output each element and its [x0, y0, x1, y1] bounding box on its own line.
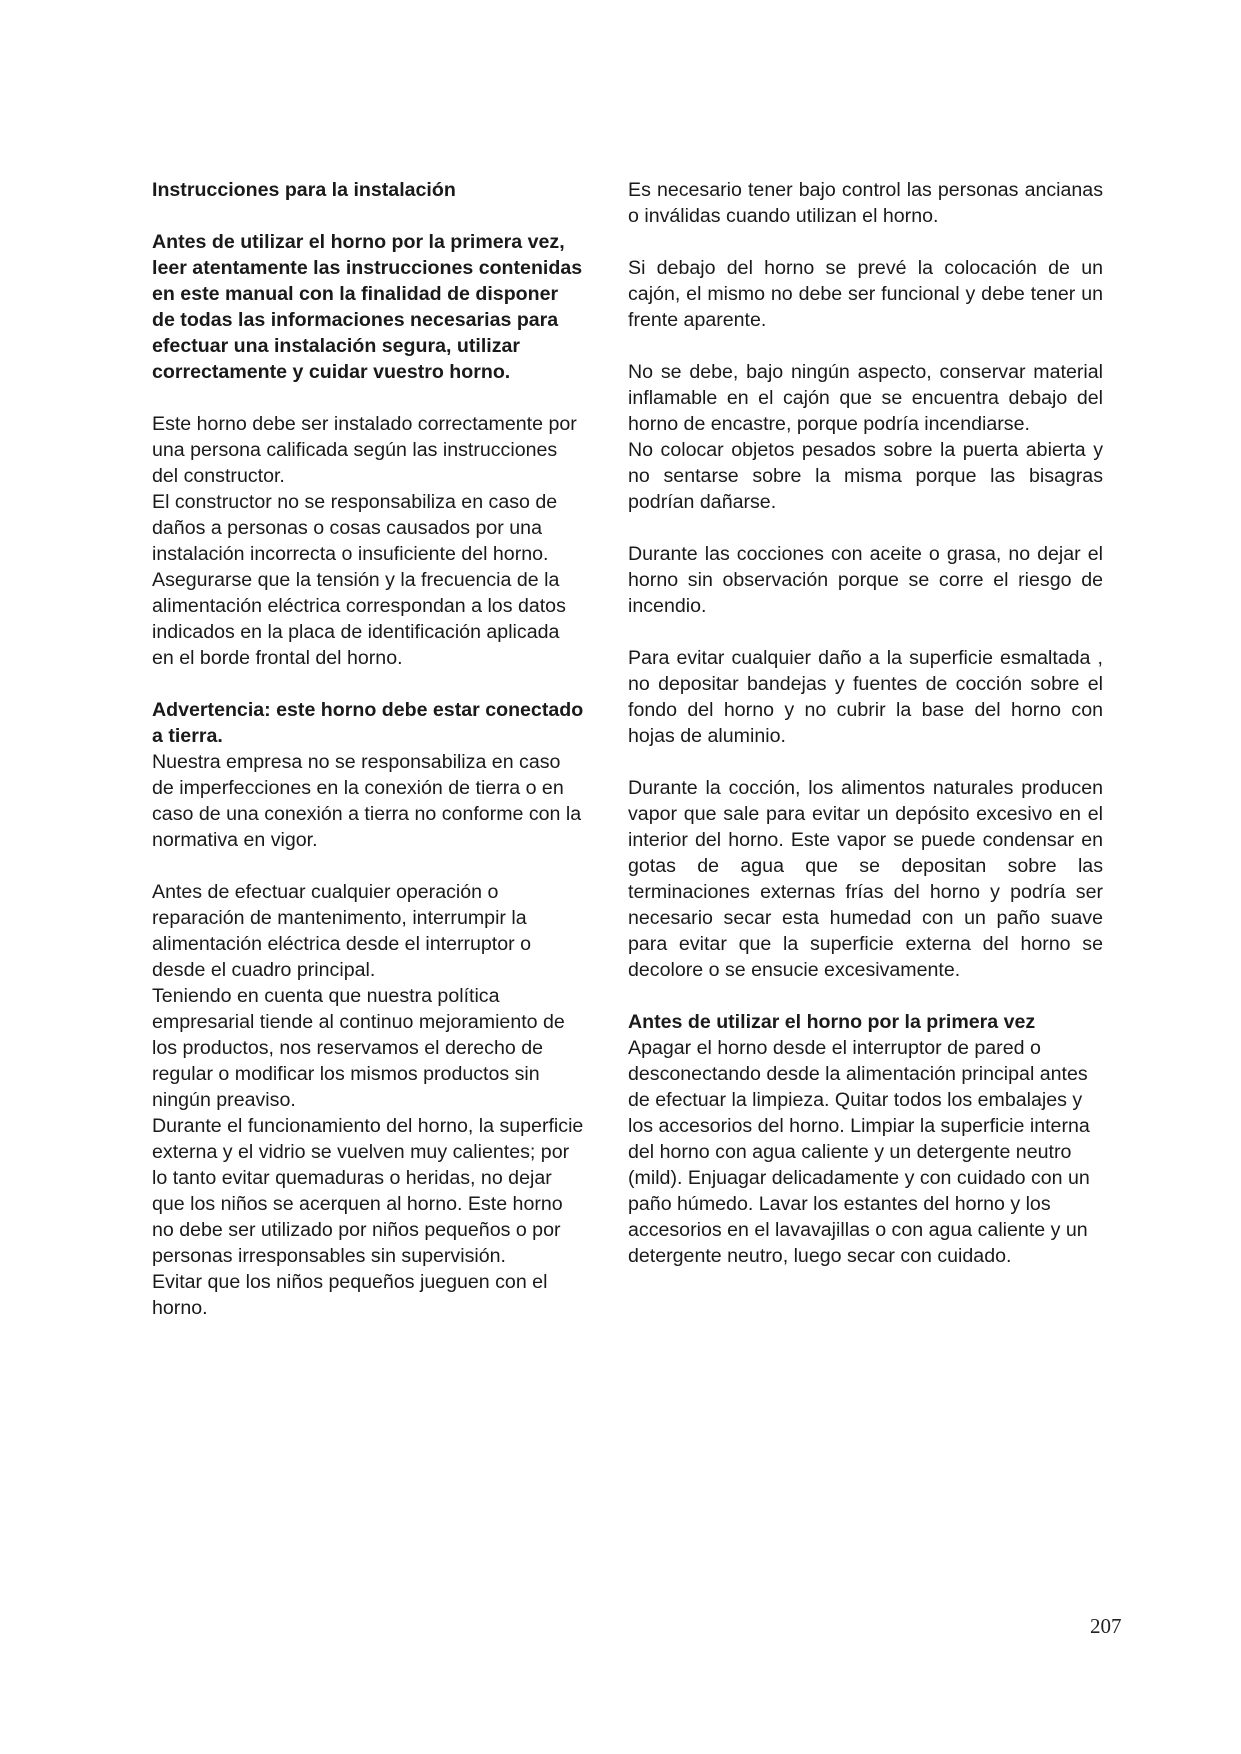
installation-heading: Instrucciones para la instalación — [152, 179, 456, 201]
heavy-objects-paragraph: No colocar objetos pesados sobre la puerta abierta y no sentarse sobre la misma porque las bisagras podrían dañarse. — [628, 439, 1103, 513]
first-use-heading: Antes de utilizar el horno por la primera vez — [628, 1011, 1036, 1033]
hot-surface-paragraph: Durante el funcionamiento del horno, la superficie externa y el vidrio se vuelven muy calientes; por lo tanto evitar quemaduras o heridas, no dejar que los niños se acerquen al horno. Este horno no debe ser utilizado por niños pequeños o por personas irresponsables sin supervisión. — [152, 1115, 584, 1267]
flammable-material-paragraph: No se debe, bajo ningún aspecto, conservar material inflamable en el cajón que se encuentra debajo del horno de encastre, porque podría incendiarse. — [628, 361, 1103, 435]
qualified-installer-paragraph: Este horno debe ser instalado correctamente por una persona calificada según las instrucciones del constructor. — [152, 413, 577, 487]
grounding-liability-paragraph: Nuestra empresa no se responsabiliza en caso de imperfecciones en la conexión de tierra o en caso de una conexión a tierra no conforme con la normativa en vigor. — [152, 751, 582, 851]
right-column — [628, 177, 1103, 1269]
enamel-protection-paragraph: Para evitar cualquier daño a la superficie esmaltada , no depositar bandejas y fuentes de cocción sobre el fondo del horno y no cubrir la base del horno con hojas de aluminio. — [628, 647, 1103, 747]
left-column — [152, 177, 584, 1321]
grounding-warning-heading: Advertencia: este horno debe estar conectado a tierra. — [152, 699, 584, 747]
page-number: 207 — [1090, 1614, 1122, 1638]
steam-condensation-paragraph: Durante la cocción, los alimentos naturales producen vapor que sale para evitar un depósito excesivo en el interior del horno. Este vapor se puede condensar en gotas de agua que se depositan sobre las terminaciones externas frías del horno y podría ser necesario secar esta humedad con un paño suave para evitar que la superficie externa del horno se decolore o se ensucie excesivamente. — [628, 777, 1103, 981]
maintenance-power-paragraph: Antes de efectuar cualquier operación o reparación de mantenimento, interrumpir la alimentación eléctrica desde el interruptor o desde el cuadro principal. — [152, 881, 532, 981]
intro-lead-paragraph: Antes de utilizar el horno por la primera vez, leer atentamente las instrucciones contenidas en este manual con la finalidad de disponer de todas las informaciones necesarias para efectuar una instalación segura, utilizar correctamente y cuidar vuestro horno. — [152, 231, 583, 383]
product-policy-paragraph: Teniendo en cuenta que nuestra política empresarial tiende al continuo mejoramiento de los productos, nos reservamos el derecho de regular o modificar los mismos productos sin ningún preaviso. — [152, 985, 565, 1111]
manufacturer-liability-paragraph: El constructor no se responsabiliza en caso de daños a personas o cosas causados por una instalación incorrecta o insuficiente del horno. — [152, 491, 558, 565]
voltage-check-paragraph: Asegurarse que la tensión y la frecuencia de la alimentación eléctrica correspondan a los datos indicados en la placa de identificación aplicada en el borde frontal del horno. — [152, 569, 566, 669]
oil-fire-risk-paragraph: Durante las cocciones con aceite o grasa, no dejar el horno sin observación porque se corre el riesgo de incendio. — [628, 543, 1103, 617]
children-play-paragraph: Evitar que los niños pequeños jueguen con el horno. — [152, 1271, 548, 1319]
first-use-cleaning-paragraph: Apagar el horno desde el interruptor de pared o desconectando desde la alimentación principal antes de efectuar la limpieza. Quitar todos los embalajes y los accesorios del horno. Limpiar la superficie interna del horno con agua caliente y un detergente neutro (mild). Enjuagar delicadamente y con cuidado con un paño húmedo. Lavar los estantes del horno y los accesorios en el lavavajillas o con agua caliente y un detergente neutro, luego secar con cuidado. — [628, 1037, 1090, 1267]
drawer-paragraph: Si debajo del horno se prevé la colocación de un cajón, el mismo no debe ser funcional y debe tener un frente aparente. — [628, 257, 1103, 331]
elderly-supervision-paragraph: Es necesario tener bajo control las personas ancianas o inválidas cuando utilizan el horno. — [628, 179, 1103, 227]
